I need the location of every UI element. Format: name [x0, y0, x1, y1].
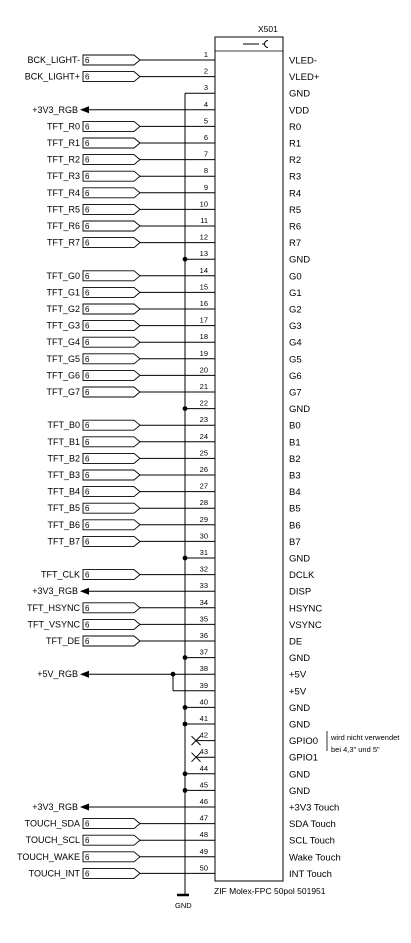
flag-sheet-number: 6: [85, 504, 90, 514]
pin-50: [29, 863, 332, 880]
pin-number: 34: [199, 597, 208, 607]
pin-48: [26, 830, 335, 847]
net-label: +3V3_RGB: [32, 586, 78, 597]
pin-number: 30: [199, 531, 208, 541]
pin-8: [47, 166, 301, 183]
net-label: TFT_R1: [46, 138, 80, 148]
pin-name: B1: [289, 437, 301, 449]
pin-number: 39: [199, 680, 208, 690]
junction-dot: [183, 771, 188, 776]
pin-7: [47, 150, 301, 167]
pin-44: [183, 764, 311, 781]
net-label: TFT_R4: [46, 187, 80, 198]
pin-19: [46, 349, 301, 366]
flag-sheet-number: 6: [85, 570, 90, 580]
net-label: BCK_LIGHT-: [27, 55, 80, 65]
signal-flag: [83, 138, 140, 148]
flag-sheet-number: 6: [85, 437, 90, 447]
pin-34: [27, 598, 322, 615]
pin-3: [185, 83, 310, 100]
flag-sheet-number: 6: [85, 836, 90, 846]
signal-flag: [83, 819, 140, 829]
pin-number: 24: [199, 431, 208, 441]
pin-20: [46, 365, 301, 382]
pin-name: VDD: [289, 105, 310, 117]
power-arrow: [80, 671, 89, 678]
flag-sheet-number: 6: [85, 56, 90, 65]
net-label: TFT_B2: [47, 453, 80, 464]
signal-flag: [83, 304, 140, 314]
pin-name: VLED-: [289, 55, 317, 67]
pin-30: [47, 531, 300, 548]
signal-flag: [83, 835, 140, 845]
flag-sheet-number: 6: [85, 421, 90, 431]
pin-name: GND: [289, 553, 311, 565]
pin-number: 14: [199, 265, 208, 275]
pin-number: 4: [203, 99, 208, 109]
flag-sheet-number: 6: [85, 122, 90, 132]
flag-sheet-number: 6: [85, 305, 90, 314]
pin-number: 44: [199, 763, 208, 773]
pin-number: 2: [203, 66, 208, 76]
pin-number: 12: [199, 232, 208, 242]
gnd-symbol-label: GND: [175, 901, 192, 910]
pin-25: [47, 448, 300, 465]
flag-sheet-number: 6: [85, 454, 90, 464]
zif-connector-icon: [243, 41, 268, 48]
pin-name: +3V3 Touch: [289, 802, 340, 814]
pin-number: 33: [199, 581, 208, 591]
signal-flag: [83, 321, 140, 331]
pin-24: [47, 432, 300, 449]
signal-flag: [83, 636, 140, 646]
flag-sheet-number: 6: [85, 238, 90, 248]
pin-number: 42: [199, 730, 208, 740]
pin-40: [183, 697, 311, 714]
signal-flag: [83, 603, 140, 613]
junction-dot: [183, 722, 188, 727]
pin-name: R7: [289, 238, 302, 250]
pin-13: [183, 249, 311, 266]
signal-flag: [83, 520, 140, 530]
pin-number: 50: [199, 863, 208, 873]
signal-flag: [83, 453, 140, 463]
pin-number: 25: [199, 448, 208, 458]
flag-sheet-number: 6: [85, 487, 90, 497]
pin-number: 27: [199, 481, 208, 491]
pin-46: [32, 797, 339, 814]
flag-sheet-number: 6: [85, 205, 90, 215]
pin-name: Wake Touch: [289, 852, 341, 864]
pin-37: [183, 648, 311, 665]
pin-number: 18: [199, 332, 208, 342]
pin-name: B3: [289, 470, 301, 482]
flag-sheet-number: 6: [85, 188, 90, 198]
flag-sheet-number: 6: [85, 321, 90, 331]
pin-2: [25, 67, 320, 84]
signal-flag: [83, 55, 140, 65]
pin-number: 26: [199, 465, 208, 474]
pin-26: [47, 465, 300, 482]
pin-10: [47, 199, 301, 216]
pin-number: 17: [199, 315, 208, 325]
pin-name: B6: [289, 520, 301, 532]
pin-name: B5: [289, 503, 301, 515]
pin-number: 45: [199, 780, 208, 790]
pin-name: B0: [289, 420, 301, 432]
pin-number: 43: [199, 747, 208, 757]
pin-name: R3: [289, 171, 302, 183]
pin-name: R1: [289, 138, 302, 150]
pin-name: G2: [289, 304, 302, 316]
junction-dot: [183, 788, 188, 793]
pin-39: [173, 674, 307, 697]
pin-name: DISP: [289, 586, 312, 598]
flag-sheet-number: 6: [85, 603, 90, 613]
signal-flag: [83, 337, 140, 347]
pin-name: R5: [289, 204, 302, 216]
signal-flag: [83, 354, 140, 364]
pin-number: 11: [200, 216, 208, 225]
pin-number: 6: [203, 133, 208, 142]
pin-name: GND: [289, 719, 311, 731]
signal-flag: [83, 171, 140, 181]
signal-flag: [83, 470, 140, 480]
flag-sheet-number: 6: [85, 537, 90, 547]
pin-number: 47: [199, 813, 208, 823]
connector-ref: X501: [258, 24, 278, 34]
pin-number: 41: [199, 714, 208, 723]
note-line-1: wird nicht verwendet: [331, 733, 400, 742]
pins-layer: [17, 50, 341, 880]
signal-flag: [83, 387, 140, 397]
pin-name: INT Touch: [289, 868, 332, 880]
signal-flag: [83, 204, 140, 214]
pin-number: 40: [199, 697, 208, 707]
pin-number: 15: [199, 282, 208, 292]
flag-sheet-number: 6: [85, 172, 90, 182]
pin-41: [183, 714, 311, 731]
flag-sheet-number: 6: [85, 620, 90, 630]
net-label: TFT_B3: [47, 470, 80, 480]
power-arrow: [80, 106, 89, 113]
pin-number: 19: [199, 348, 208, 358]
net-label: TFT_G2: [46, 304, 80, 314]
pin-name: G7: [289, 387, 302, 399]
pin-name: GND: [289, 702, 311, 714]
pin-36: [46, 631, 302, 648]
pin-name: +5V: [289, 686, 307, 698]
pin-name: G3: [289, 321, 302, 333]
signal-flag: [83, 188, 140, 198]
net-label: TFT_B1: [47, 436, 80, 447]
net-label: TFT_G6: [46, 370, 80, 381]
pin-33: [32, 581, 311, 598]
power-arrow: [80, 804, 89, 811]
net-label: TFT_G5: [46, 353, 80, 364]
pin-name: GND: [289, 254, 311, 266]
pin-name: DCLK: [289, 570, 315, 582]
net-label: TOUCH_SCL: [25, 835, 80, 846]
net-label: TFT_B5: [47, 503, 80, 514]
junction-dot: [183, 406, 188, 411]
gpio-note: [327, 731, 400, 754]
pin-17: [46, 316, 301, 333]
flag-sheet-number: 6: [85, 72, 90, 82]
pin-29: [47, 515, 300, 532]
pin-number: 13: [199, 249, 208, 259]
pin-32: [41, 565, 315, 582]
pin-number: 31: [199, 548, 208, 557]
pin-38: [37, 664, 307, 681]
pin-number: 49: [199, 846, 208, 856]
pin-number: 29: [199, 514, 208, 524]
signal-flag: [83, 570, 140, 580]
pin-name: GND: [289, 653, 311, 665]
pin-number: 21: [199, 382, 208, 391]
pin-45: [183, 780, 311, 797]
pin-number: 16: [199, 299, 208, 308]
flag-sheet-number: 6: [85, 338, 90, 348]
flag-sheet-number: 6: [85, 520, 90, 530]
net-label: TFT_R7: [46, 237, 80, 248]
net-label: TFT_R5: [46, 204, 80, 215]
pin-47: [25, 814, 336, 831]
net-label: TFT_G4: [46, 337, 80, 348]
flag-sheet-number: 6: [85, 288, 90, 298]
pin-name: GND: [289, 404, 311, 416]
pin-name: G6: [289, 370, 302, 382]
pin-11: [47, 216, 301, 233]
pin-number: 35: [199, 614, 208, 624]
pin-number: 10: [199, 199, 208, 209]
signal-flag: [83, 370, 140, 380]
signal-flag: [83, 238, 140, 248]
pin-name: B4: [289, 487, 301, 499]
pin-22: [183, 399, 311, 416]
net-label: TFT_B4: [47, 486, 80, 497]
flag-sheet-number: 6: [85, 222, 90, 231]
net-label: TOUCH_SDA: [24, 818, 80, 829]
net-label: TFT_R3: [46, 171, 80, 182]
pin-1: [27, 50, 317, 67]
pin-43: [192, 747, 319, 764]
pin-name: R4: [289, 188, 302, 200]
net-label: TFT_DE: [45, 636, 80, 646]
pin-4: [32, 100, 309, 117]
pin-9: [47, 183, 301, 200]
flag-sheet-number: 6: [85, 371, 90, 381]
pin-name: GND: [289, 88, 311, 100]
flag-sheet-number: 6: [85, 139, 90, 148]
pin-number: 28: [199, 498, 208, 508]
net-label: TOUCH_WAKE: [16, 851, 80, 862]
junction-dot: [183, 257, 188, 262]
net-label: TFT_G7: [46, 387, 80, 397]
pin-number: 20: [199, 365, 208, 375]
flag-sheet-number: 6: [85, 869, 90, 879]
connector-part-number: ZIF Molex-FPC 50pol 501951: [214, 886, 326, 896]
pin-name: R0: [289, 121, 302, 133]
pin-21: [46, 382, 301, 399]
net-label: +3V3_RGB: [32, 802, 78, 812]
flag-sheet-number: 6: [85, 637, 90, 646]
pin-15: [46, 282, 301, 299]
pin-name: G1: [289, 287, 302, 299]
pin-35: [27, 614, 321, 631]
connector-outline: [215, 37, 283, 881]
pin-name: DE: [289, 636, 303, 648]
pin-49: [17, 847, 341, 864]
pin-number: 46: [199, 797, 208, 806]
pin-16: [46, 299, 301, 316]
flag-sheet-number: 6: [85, 471, 90, 480]
net-label: TFT_B0: [47, 420, 80, 431]
pin-number: 48: [199, 830, 208, 840]
net-label: TFT_G1: [46, 287, 80, 298]
connector-body: [214, 24, 326, 896]
pin-name: R6: [289, 221, 302, 233]
pin-number: 1: [203, 50, 208, 59]
pin-name: VLED+: [289, 72, 320, 84]
pin-number: 9: [203, 182, 208, 192]
pin-name: G0: [289, 271, 302, 283]
pin-name: VSYNC: [289, 619, 322, 631]
pin-23: [47, 415, 300, 432]
signal-flag: [83, 619, 140, 629]
pin-name: GPIO1: [289, 752, 319, 764]
signal-flag: [83, 271, 140, 281]
net-label: BCK_LIGHT+: [24, 71, 80, 82]
signal-flag: [83, 852, 140, 862]
net-label: TFT_R6: [46, 221, 80, 231]
flag-sheet-number: 6: [85, 271, 90, 281]
signal-flag: [83, 487, 140, 497]
signal-flag: [83, 868, 140, 878]
signal-flag: [83, 155, 140, 165]
pin-number: 22: [199, 398, 208, 408]
net-label: TFT_R0: [46, 121, 80, 132]
pin-name: GPIO0: [289, 736, 319, 748]
net-label: TFT_B7: [47, 536, 80, 547]
net-label: TFT_B6: [47, 519, 80, 530]
pin-name: B2: [289, 453, 301, 465]
signal-flag: [83, 72, 140, 82]
pin-number: 7: [203, 149, 208, 159]
pin-name: G4: [289, 337, 302, 349]
pin-number: 3: [203, 83, 208, 93]
pin-5: [47, 116, 301, 132]
pin-number: 8: [203, 166, 208, 176]
signal-flag: [83, 221, 140, 231]
net-label: TOUCH_INT: [28, 868, 80, 879]
pin-name: +5V: [289, 669, 307, 681]
net-label: TFT_G3: [46, 320, 80, 331]
pin-name: G5: [289, 354, 302, 366]
pin-12: [47, 233, 301, 250]
junction-dot: [183, 705, 188, 710]
signal-flag: [83, 536, 140, 546]
pin-number: 23: [199, 415, 208, 425]
pin-28: [47, 498, 300, 515]
net-label: TFT_VSYNC: [27, 619, 80, 630]
pin-number: 36: [199, 631, 208, 640]
pin-27: [47, 482, 300, 499]
junction-dot: [183, 655, 188, 660]
pin-name: SCL Touch: [289, 835, 335, 847]
net-label: TFT_HSYNC: [26, 602, 80, 613]
flag-sheet-number: 6: [85, 155, 90, 165]
net-label: TFT_CLK: [40, 569, 80, 580]
pin-18: [46, 332, 301, 349]
pin-name: GND: [289, 769, 311, 781]
net-label: TFT_G0: [46, 270, 80, 281]
flag-sheet-number: 6: [85, 354, 90, 364]
net-label: +3V3_RGB: [32, 104, 78, 115]
signal-flag: [83, 503, 140, 513]
note-line-2: bei 4,3" und 5": [331, 745, 380, 754]
pin-42: [192, 731, 319, 748]
pin-number: 37: [199, 647, 208, 657]
power-arrow: [80, 588, 89, 595]
pin-number: 38: [199, 664, 208, 674]
junction-dot: [183, 556, 188, 561]
pin-name: HSYNC: [289, 603, 323, 615]
signal-flag: [83, 437, 140, 447]
net-label: TFT_R2: [46, 154, 80, 165]
signal-flag: [83, 121, 140, 131]
flag-sheet-number: 6: [85, 388, 90, 397]
flag-sheet-number: 6: [85, 852, 90, 862]
pin-name: GND: [289, 785, 311, 797]
pin-name: B7: [289, 536, 301, 548]
pin-14: [46, 266, 301, 283]
signal-flag: [83, 287, 140, 297]
pin-name: R2: [289, 155, 302, 167]
pin-31: [183, 548, 311, 565]
pin-name: SDA Touch: [289, 819, 336, 831]
gnd-symbol: [175, 895, 192, 910]
signal-flag: [83, 420, 140, 430]
pin-number: 5: [203, 116, 208, 126]
pin-6: [47, 133, 301, 150]
flag-sheet-number: 6: [85, 819, 90, 829]
pin-number: 32: [199, 564, 208, 574]
net-label: +5V_RGB: [37, 669, 78, 680]
